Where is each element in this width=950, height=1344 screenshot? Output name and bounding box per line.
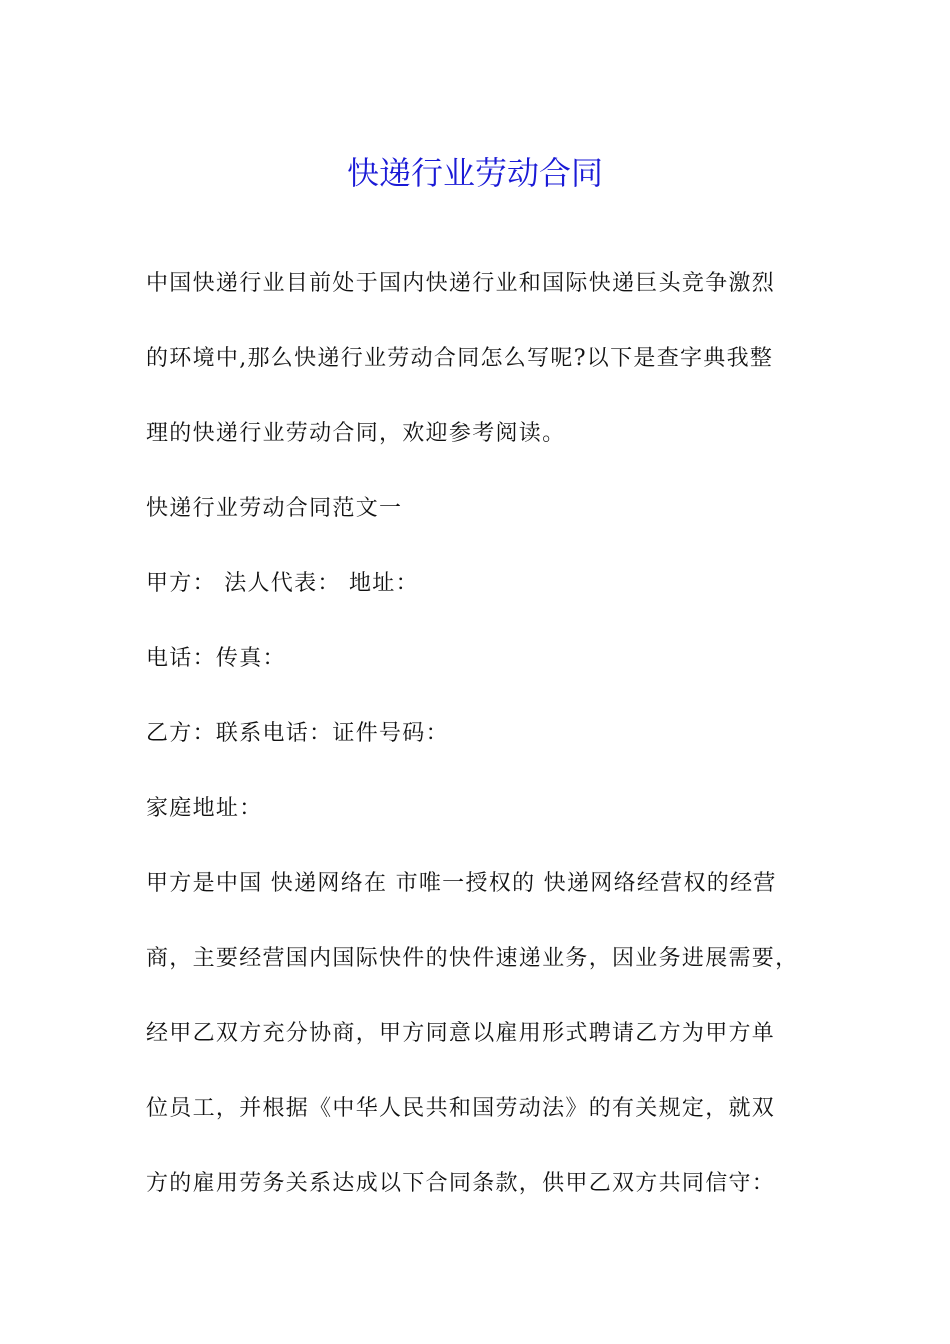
paragraph-line: 中国快递行业目前处于国内快递行业和国际快递巨头竞争激烈 [146, 271, 776, 296]
paragraph-line: 经甲乙双方充分协商，甲方同意以雇用形式聘请乙方为甲方单 [146, 1021, 776, 1046]
document-title: 快递行业劳动合同 [346, 154, 603, 193]
paragraph-line: 甲方是中国 快递网络在 市唯一授权的 快递网络经营权的经营 [146, 871, 777, 896]
section-heading: 快递行业劳动合同范文一 [146, 496, 403, 521]
paragraph-line: 的环境中,那么快递行业劳动合同怎么写呢?以下是查字典我整 [146, 346, 774, 371]
paragraph-line: 方的雇用劳务关系达成以下合同条款，供甲乙双方共同信守： [146, 1171, 776, 1196]
paragraph-line: 商，主要经营国内国际快件的快件速递业务，因业务进展需要， [146, 946, 799, 971]
party-b-info-line: 乙方：联系电话：证件号码： [146, 721, 449, 746]
party-a-contact-line: 电话：传真： [146, 646, 286, 671]
paragraph-line: 理的快递行业劳动合同，欢迎参考阅读。 [146, 421, 566, 446]
paragraph-line: 位员工，并根据《中华人民共和国劳动法》的有关规定，就双 [146, 1096, 776, 1121]
party-b-address-line: 家庭地址： [146, 796, 263, 821]
party-a-info-line: 甲方： 法人代表： 地址： [146, 571, 419, 596]
